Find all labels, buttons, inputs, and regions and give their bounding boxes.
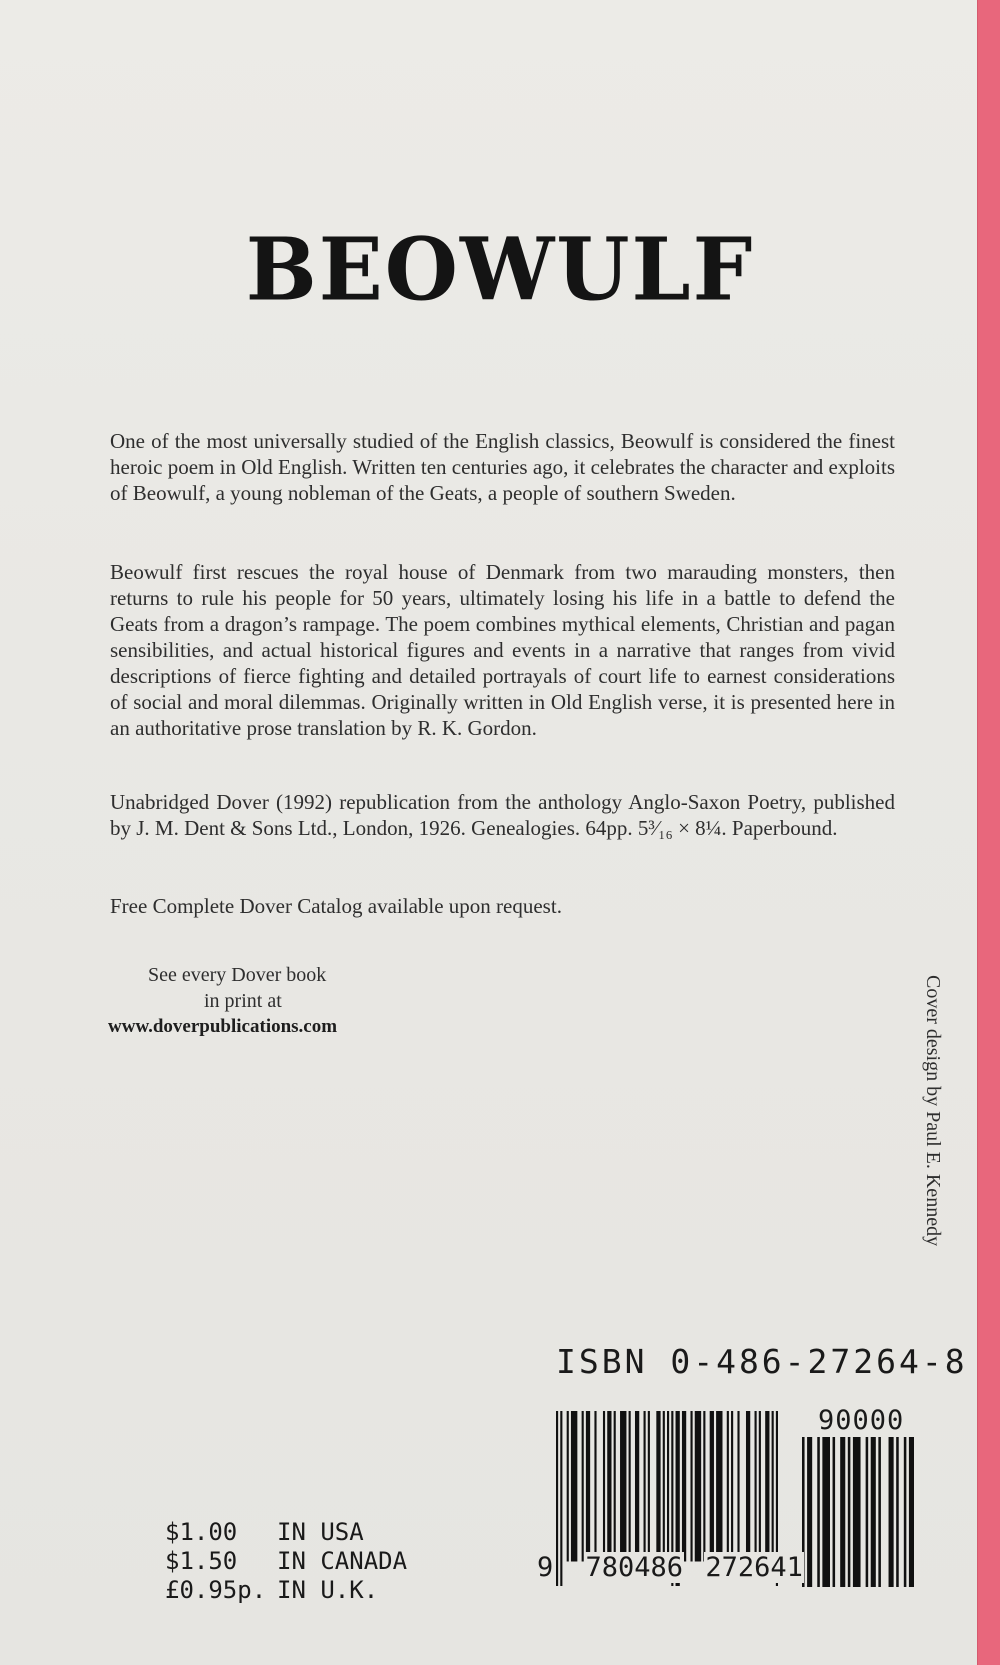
barcode-bar [582, 1411, 584, 1562]
barcode-bar [909, 1437, 914, 1587]
price-region: IN CANADA [277, 1547, 408, 1575]
barcode-bar [703, 1411, 705, 1562]
paragraph-text: Beowulf first rescues the royal house of Denmark from two marauding monsters, then returns to rule his people for 50 years, ultimately losing his life in a battle to defend the Geats from a dragon’s rampage. The poem combines mythical elements, Christian and pagan sensibilities, and actual historical figures and events in a narrative that ranges from vivid descriptions of fierce fighting and detailed portrayals of court life to earnest considerations of social and moral dilemmas. Originally written in Old English verse, it is presented here in an authoritative prose translation by R. K. Gordon. [110, 560, 895, 740]
description-paragraph-1 [110, 428, 895, 506]
barcode-bar [731, 1411, 733, 1562]
barcode-bar [629, 1411, 631, 1562]
ean-left-group: 780486 [585, 1552, 684, 1583]
barcode-bar [644, 1411, 646, 1562]
website-notice [108, 962, 408, 1040]
barcode-bar [607, 1411, 611, 1562]
barcode-bar [772, 1411, 774, 1562]
barcode-bar [853, 1437, 861, 1587]
barcode-bar [807, 1437, 812, 1587]
website-line-1: See every Dover book [148, 964, 327, 986]
barcode-bar [866, 1437, 869, 1587]
barcode-bar [682, 1411, 686, 1562]
cover-design-credit: Cover design by Paul E. Kennedy [922, 975, 944, 1247]
barcode-bar [567, 1411, 569, 1562]
barcode-bar [635, 1411, 639, 1562]
paragraph-text: Free Complete Dover Catalog available upon request. [110, 894, 562, 918]
ean-right-group: 272641 [705, 1552, 803, 1583]
barcode-bar [571, 1411, 577, 1562]
barcode-bar [817, 1437, 820, 1587]
price-row-uk [165, 1576, 407, 1605]
barcode-bar [710, 1411, 714, 1562]
barcode-bar [759, 1411, 761, 1562]
price-row-canada [165, 1547, 407, 1576]
barcode-bar [833, 1437, 836, 1587]
isbn-number: ISBN 0-486-27264-8 [556, 1342, 968, 1381]
barcode-bar [594, 1411, 596, 1562]
barcode-bar [656, 1411, 660, 1562]
barcode-bar [614, 1411, 616, 1562]
barcode-bar [586, 1411, 590, 1562]
barcode-bar [620, 1411, 626, 1562]
book-title: BEOWULF [245, 219, 755, 320]
barcode-bar [840, 1437, 845, 1587]
barcode-bar [716, 1411, 722, 1562]
catalog-note [110, 893, 895, 919]
price-list [165, 1518, 407, 1605]
website-line-2: in print at [204, 990, 282, 1012]
price-row-usa [165, 1518, 407, 1547]
barcode-bar [848, 1437, 851, 1587]
barcode-bar [896, 1437, 899, 1587]
price-amount: £0.95p. [165, 1576, 267, 1604]
paragraph-text: One of the most universally studied of the English classics, Beowulf is considered the finest heroic poem in Old English. Written ten centuries ago, it celebrates the character and exploits of Beowulf, a young nobleman of the Geats, a people of southern Sweden. [110, 429, 895, 505]
barcode-bar [889, 1437, 894, 1587]
barcode-bar [695, 1411, 701, 1562]
barcode-bar [690, 1411, 692, 1562]
barcode-addon-icon [802, 1437, 914, 1587]
ean-first-digit: 9 [537, 1552, 554, 1583]
price-amount: $1.00 [165, 1518, 238, 1546]
description-paragraph-2 [110, 559, 895, 741]
barcode-bar [727, 1411, 729, 1562]
website-url[interactable]: www.doverpublications.com [108, 1016, 338, 1037]
price-amount: $1.50 [165, 1547, 238, 1575]
barcode-bar [667, 1411, 669, 1562]
ean-digits [536, 1552, 804, 1583]
price-region: IN U.K. [277, 1576, 379, 1604]
barcode-bar [878, 1437, 881, 1587]
barcode-bar [904, 1437, 907, 1587]
addon-price-code: 90000 [818, 1405, 905, 1436]
paragraph-text: Unabridged Dover (1992) republication from the anthology Anglo-Saxon Poetry, published by J. M. Dent & Sons Ltd., London, 1926. Genealogies. 64pp. 5³⁄₁₆ × 8¼. Paperbound. [110, 790, 895, 840]
price-region: IN USA [277, 1518, 364, 1546]
barcode-bar [648, 1411, 650, 1562]
barcode-bar [871, 1437, 876, 1587]
publication-note [110, 789, 895, 841]
barcode-bar [737, 1411, 739, 1562]
barcode-bar [755, 1411, 757, 1562]
barcode-bar [663, 1411, 665, 1562]
barcode-bar [746, 1411, 750, 1562]
barcode-bar [822, 1437, 830, 1587]
barcode-bar [603, 1411, 605, 1562]
barcode-bar [765, 1411, 769, 1562]
